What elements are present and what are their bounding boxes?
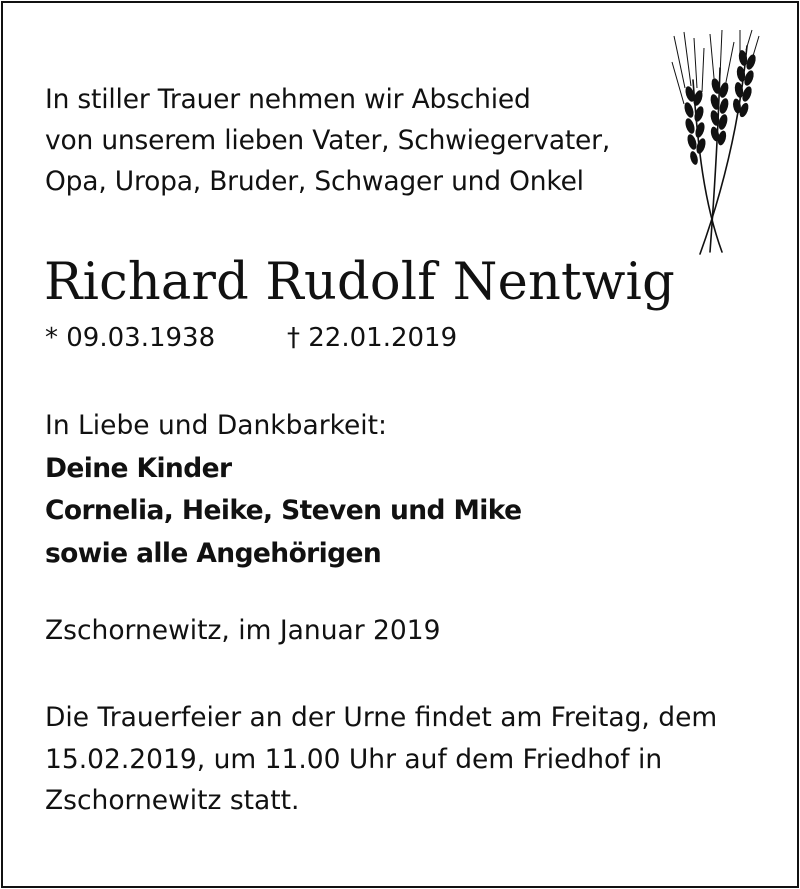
mourners-block — [45, 405, 521, 575]
intro-line: von unserem lieben Vater, Schwiegervater, — [45, 125, 611, 156]
intro-text — [45, 79, 645, 202]
mourners-line: Cornelia, Heike, Steven und Mike — [45, 495, 522, 526]
mourners-lead: In Liebe und Dankbarkeit: — [45, 410, 387, 441]
deceased-name: Richard Rudolf Nentwig — [44, 253, 675, 312]
intro-line: Opa, Uropa, Bruder, Schwager und Onkel — [45, 166, 584, 197]
ceremony-info — [45, 697, 765, 822]
mourners-line: sowie alle Angehörigen — [45, 537, 382, 569]
ceremony-line: Zschornewitz statt. — [45, 785, 300, 816]
mourners-line: Deine Kinder — [45, 452, 232, 484]
intro-line: In stiller Trauer nehmen wir Abschied — [45, 84, 531, 115]
birth-date: * 09.03.1938 — [45, 323, 216, 353]
ceremony-line: Die Trauerfeier an der Urne findet am Freitag, dem — [45, 702, 718, 733]
wheat-ears-icon — [660, 28, 760, 260]
ceremony-line: 15.02.2019, um 11.00 Uhr auf dem Friedhof in — [45, 743, 663, 775]
place-date: Zschornewitz, im Januar 2019 — [45, 615, 441, 646]
death-date: † 22.01.2019 — [287, 323, 458, 353]
